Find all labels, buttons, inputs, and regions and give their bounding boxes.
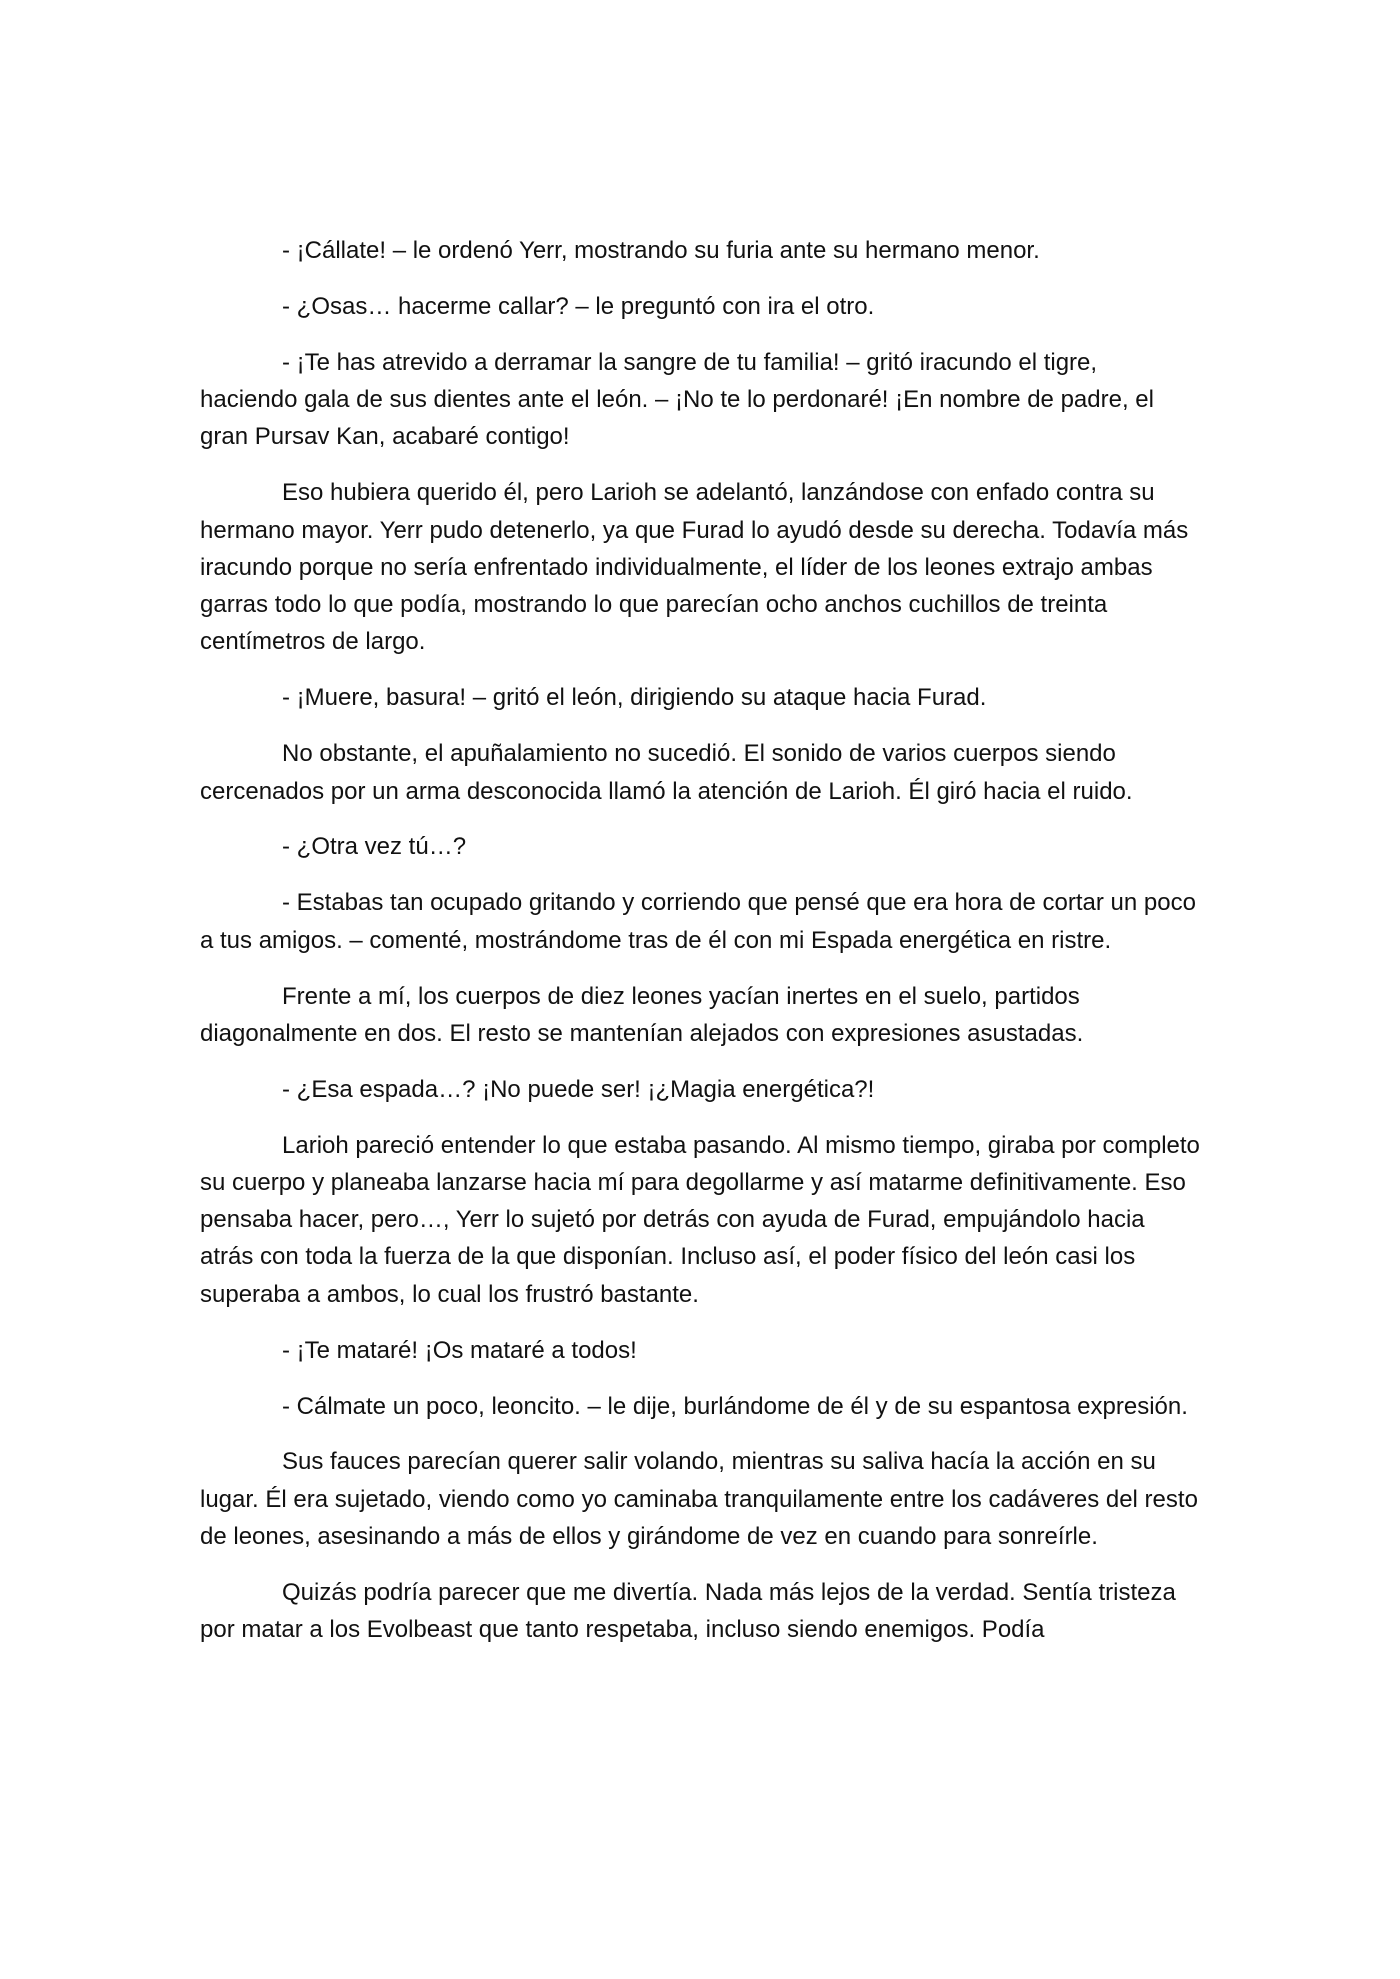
paragraph: - ¡Te mataré! ¡Os mataré a todos! [282,1336,637,1364]
paragraph: Larioh pareció entender lo que estaba pasando. Al mismo tiempo, giraba por completo su cuerpo y planeaba lanzarse hacia mí para degollarme y así matarme definitivamente. Eso pensaba hacer, pero…, Yerr lo sujetó por detrás con ayuda de Furad, empujándolo hacia atrás con toda la fuerza de la que disponían. Incluso así, el poder físico del león casi los superaba a ambos, lo cual los frustró bastante. [200,1131,1200,1308]
paragraph: Eso hubiera querido él, pero Larioh se adelantó, lanzándose con enfado contra su hermano mayor. Yerr pudo detenerlo, ya que Furad lo ayudó desde su derecha. Todavía más iracundo porque no sería enfrentado individualmente, el líder de los leones extrajo ambas garras todo lo que podía, mostrando lo que parecían ocho anchos cuchillos de treinta centímetros de largo. [200,479,1189,656]
paragraph: No obstante, el apuñalamiento no sucedió. El sonido de varios cuerpos siendo cercenados por un arma desconocida llamó la atención de Larioh. Él giró hacia el ruido. [200,740,1133,805]
body-text [200,232,1200,1667]
paragraph: Frente a mí, los cuerpos de diez leones yacían inertes en el suelo, partidos diagonalmente en dos. El resto se mantenían alejados con expresiones asustadas. [200,982,1084,1047]
paragraph: - ¡Cállate! – le ordenó Yerr, mostrando su furia ante su hermano menor. [282,237,1040,264]
paragraph: - ¡Te has atrevido a derramar la sangre de tu familia! – gritó iracundo el tigre, haciendo gala de sus dientes ante el león. – ¡No te lo perdonaré! ¡En nombre de padre, el gran Pursav Kan, acabaré contigo! [200,348,1154,451]
paragraph: - ¿Otra vez tú…? [282,833,467,861]
paragraph: Quizás podría parecer que me divertía. Nada más lejos de la verdad. Sentía tristeza por matar a los Evolbeast que tanto respetaba, incluso siendo enemigos. Podía [200,1578,1176,1644]
paragraph: - ¡Muere, basura! – gritó el león, dirigiendo su ataque hacia Furad. [282,684,987,712]
paragraph: - ¿Esa espada…? ¡No puede ser! ¡¿Magia energética?! [282,1075,875,1103]
paragraph: Sus fauces parecían querer salir volando, mientras su saliva hacía la acción en su lugar. Él era sujetado, viendo como yo caminaba tranquilamente entre los cadáveres del resto de leones, asesinando a más de ellos y girándome de vez en cuando para sonreírle. [200,1448,1198,1551]
paragraph: - ¿Osas… hacerme callar? – le preguntó con ira el otro. [282,292,875,320]
paragraph: - Cálmate un poco, leoncito. – le dije, burlándome de él y de su espantosa expresión. [282,1392,1188,1420]
paragraph: - Estabas tan ocupado gritando y corriendo que pensé que era hora de cortar un poco a tus amigos. – comenté, mostrándome tras de él con mi Espada energética en ristre. [200,889,1196,954]
